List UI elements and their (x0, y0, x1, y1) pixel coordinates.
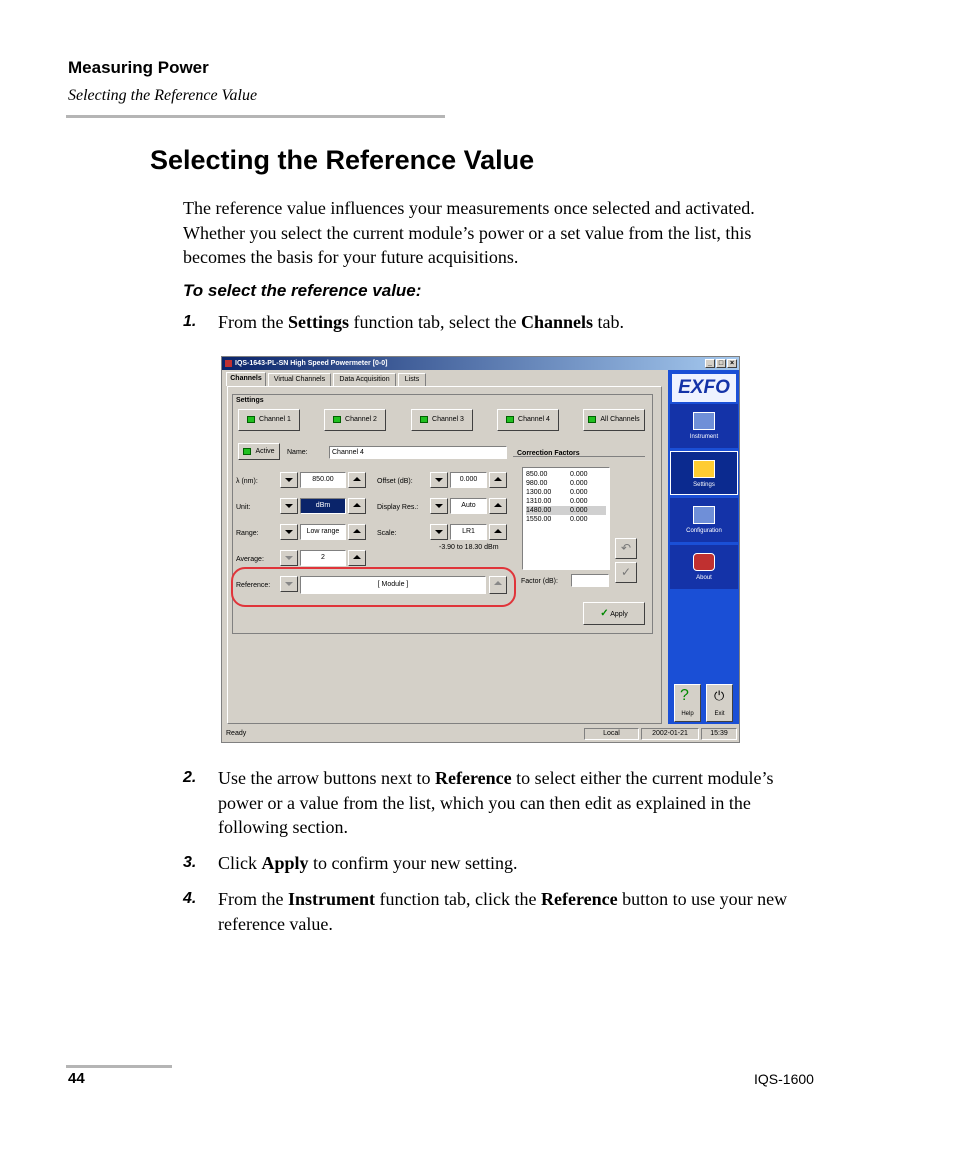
scale-field[interactable]: LR1 (450, 524, 487, 540)
help-icon: ? (680, 687, 689, 704)
tab-channels[interactable]: Channels (226, 372, 266, 386)
reference-highlight-callout (231, 567, 516, 607)
help-button[interactable]: ? Help (674, 684, 701, 722)
wavelength-up-button[interactable] (348, 472, 366, 488)
minimize-icon[interactable]: _ (705, 359, 715, 368)
settings-icon (693, 460, 715, 478)
display-res-down-button[interactable] (430, 498, 448, 514)
sidebar-item-about[interactable]: About (670, 545, 738, 589)
about-icon (693, 553, 715, 571)
led-icon (333, 416, 341, 423)
running-header-section: Selecting the Reference Value (68, 87, 258, 104)
factor-cell: 0.000 (570, 480, 588, 487)
check-icon: ✓ (600, 608, 609, 619)
function-tabs-sidebar (668, 370, 740, 724)
name-field[interactable]: Channel 4 (329, 446, 507, 459)
average-down-button[interactable] (280, 550, 298, 566)
procedure-title: To select the reference value: (183, 281, 422, 300)
correction-factors-list[interactable] (522, 467, 610, 570)
factor-cell: 0.000 (570, 471, 588, 478)
tab-data-acquisition[interactable]: Data Acquisition (333, 373, 396, 386)
page-title: Selecting the Reference Value (150, 145, 535, 175)
correction-row[interactable] (526, 479, 606, 488)
factor-cell: 0.000 (570, 516, 588, 523)
unit-up-button[interactable] (348, 498, 366, 514)
sidebar-item-instrument[interactable]: Instrument (670, 404, 738, 448)
unit-down-button[interactable] (280, 498, 298, 514)
display-res-up-button[interactable] (489, 498, 507, 514)
configuration-icon (693, 506, 715, 524)
sidebar-item-configuration[interactable]: Configuration (670, 498, 738, 542)
exit-button[interactable]: ⏻ Exit (706, 684, 733, 722)
wavelength-cell: 980.00 (526, 480, 548, 487)
channel-2-button[interactable]: Channel 2 (324, 409, 386, 431)
wavelength-cell: 1300.00 (526, 489, 552, 496)
scale-up-button[interactable] (489, 524, 507, 540)
header-rule (66, 115, 445, 118)
reference-field[interactable]: [ Module ] (300, 576, 486, 594)
scale-range-note: -3.90 to 18.30 dBm (439, 544, 499, 551)
running-header-chapter: Measuring Power (68, 58, 209, 77)
all-channels-button[interactable]: All Channels (583, 409, 645, 431)
wavelength-cell: 1480.00 (526, 507, 552, 514)
page-number: 44 (68, 1070, 85, 1087)
average-field[interactable]: 2 (300, 550, 346, 566)
offset-up-button[interactable] (489, 472, 507, 488)
undo-icon[interactable]: ↶ (615, 538, 637, 559)
led-icon (506, 416, 514, 423)
tab-lists[interactable]: Lists (398, 373, 426, 386)
title-bar: IQS-1643-PL-SN High Speed Powermeter [0-0] _ □ × (222, 357, 739, 370)
led-icon (420, 416, 428, 423)
wavelength-cell: 850.00 (526, 471, 548, 478)
wavelength-down-button[interactable] (280, 472, 298, 488)
channel-3-button[interactable]: Channel 3 (411, 409, 473, 431)
intro-paragraph: The reference value influences your measurements once selected and activated. Whether you select the current module’s power or a set value from the list, this becomes the basis for your future acquisitions. (183, 198, 755, 267)
sidebar-item-settings[interactable]: Settings (670, 451, 738, 495)
range-down-button[interactable] (280, 524, 298, 540)
app-window-screenshot (221, 356, 740, 743)
check-icon[interactable]: ✓ (615, 562, 637, 583)
scale-down-button[interactable] (430, 524, 448, 540)
apply-button[interactable]: ✓ Apply (583, 602, 645, 625)
offset-field[interactable]: 0.000 (450, 472, 487, 488)
channel-4-button[interactable]: Channel 4 (497, 409, 559, 431)
factor-cell: 0.000 (570, 489, 588, 496)
app-icon (225, 360, 232, 367)
correction-row[interactable] (526, 470, 606, 479)
led-icon (247, 416, 255, 423)
correction-row[interactable] (526, 515, 606, 524)
tab-virtual-channels[interactable]: Virtual Channels (268, 373, 331, 386)
correction-row[interactable] (526, 506, 606, 515)
footer-rule (66, 1065, 172, 1068)
wavelength-cell: 1310.00 (526, 498, 552, 505)
active-toggle-button[interactable]: Active (238, 443, 280, 460)
close-icon[interactable]: × (727, 359, 737, 368)
led-icon (588, 416, 596, 423)
status-bar: Ready Local 2002-01-21 15:39 (222, 726, 739, 742)
display-res-field[interactable]: Auto (450, 498, 487, 514)
wavelength-field[interactable]: 850.00 (300, 472, 346, 488)
factor-field[interactable] (571, 574, 609, 587)
correction-row[interactable] (526, 497, 606, 506)
factor-cell: 0.000 (570, 498, 588, 505)
offset-down-button[interactable] (430, 472, 448, 488)
correction-row[interactable] (526, 488, 606, 497)
power-icon: ⏻ (714, 688, 725, 703)
led-icon (243, 448, 251, 455)
product-name: IQS-1600 (754, 1071, 814, 1087)
maximize-icon[interactable]: □ (716, 359, 726, 368)
range-field[interactable]: Low range (300, 524, 346, 540)
range-up-button[interactable] (348, 524, 366, 540)
factor-cell: 0.000 (570, 507, 588, 514)
average-up-button[interactable] (348, 550, 366, 566)
channel-1-button[interactable]: Channel 1 (238, 409, 300, 431)
instrument-icon (693, 412, 715, 430)
channels-panel: Settings Channel 1 Channel 2 Channel 3 Channel 4 All Channels Active Name: Channel 4 λ (nm): 850.00 Unit: dBm Range: Low range Average: 2 Offset (dB): 0.000 Display Res.: Auto Scale: LR1 -3.90 to 18.30 dBm Reference: [ Module ] Correction Factors 850.00 0.000 980.00 0.000 1300.00 0.000 1310.00 0.000 1480.00 0.000 1550.00 0.000 ↶ ✓ Factor (dB): ✓ Apply (227, 386, 662, 724)
wavelength-cell: 1550.00 (526, 516, 552, 523)
unit-field[interactable]: dBm (300, 498, 346, 514)
brand-logo: EXFO (672, 374, 736, 402)
